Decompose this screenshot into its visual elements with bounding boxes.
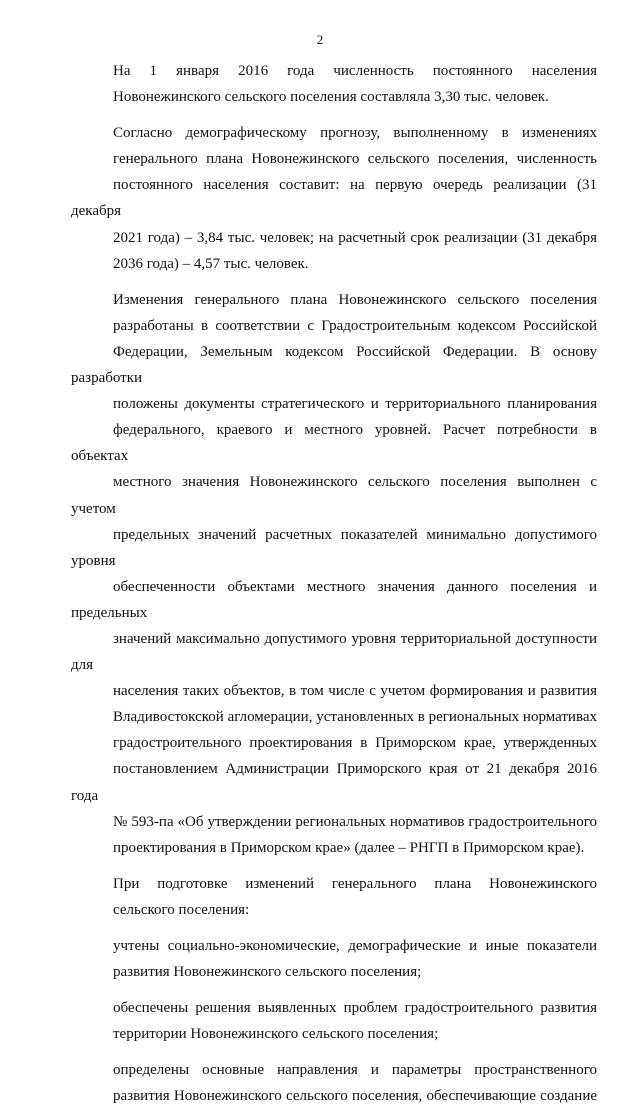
text-line: Изменения генерального плана Новонежинского сельского поселения [113, 291, 597, 308]
text-line: Новонежинского сельского поселения составляла 3,30 тыс. человек. [113, 89, 549, 106]
text-line: обеспеченности объектами местного значения данного поселения и предельных [71, 578, 597, 621]
text-line: градостроительного проектирования в Приморском крае, утвержденных [113, 735, 597, 752]
text-line: положены документы стратегического и территориального планирования [113, 396, 597, 413]
text-line: предельных значений расчетных показателей минимально допустимого уровня [71, 526, 597, 569]
text-line: федерального, краевого и местного уровней. Расчет потребности в объектах [71, 422, 597, 465]
text-line: развития Новонежинского сельского поселения, обеспечивающие создание [113, 1088, 597, 1105]
page-number: 2 [316, 32, 324, 47]
text-line: генерального плана Новонежинского сельского поселения, численность [113, 151, 597, 168]
text-line: учтены социально-экономические, демографические и иные показатели [113, 938, 597, 954]
text-line: 2036 года) – 4,57 тыс. человек. [113, 255, 309, 272]
text-line: населения таких объектов, в том числе с учетом формирования и развития [113, 683, 597, 700]
text-line: разработаны в соответствии с Градостроительным кодексом Российской [113, 317, 597, 334]
text-line: обеспечены решения выявленных проблем градостроительного развития [113, 1000, 597, 1017]
text-line: определены основные направления и параметры пространственного [113, 1062, 597, 1079]
paragraph-preparation [71, 871, 597, 923]
paragraph-item-directions [71, 1057, 597, 1109]
paragraph-population [71, 58, 597, 110]
text-line: 2021 года) – 3,84 тыс. человек; на расчетный срок реализации (31 декабря [113, 229, 597, 246]
text-line: постоянного населения составит: на первую очередь реализации (31 декабря [71, 177, 597, 220]
text-line: Федерации, Земельным кодексом Российской Федерации. В основу разработки [71, 343, 597, 387]
paragraph-item-indicators [71, 933, 597, 985]
text-line: сельского поселения: [113, 901, 250, 918]
text-line: постановлением Администрации Приморского края от 21 декабря 2016 года [71, 761, 597, 804]
paragraph-item-problems [71, 995, 597, 1047]
text-line: Владивостокской агломерации, установленных в региональных нормативах [113, 709, 597, 726]
text-line: значений максимально допустимого уровня территориальной доступности для [71, 630, 597, 674]
text-line: проектирования в Приморском крае» (далее – РНГП в Приморском крае). [113, 839, 585, 856]
text-line: При подготовке изменений генерального плана Новонежинского [113, 875, 597, 892]
text-line: местного значения Новонежинского сельского поселения выполнен с учетом [71, 474, 597, 517]
text-line: Согласно демографическому прогнозу, выполненному в изменениях [113, 125, 597, 142]
paragraph-forecast [71, 120, 597, 277]
text-line: территории Новонежинского сельского поселения; [113, 1026, 439, 1043]
text-line: № 593-па «Об утверждении региональных нормативов градостроительного [113, 813, 597, 830]
text-line: развития Новонежинского сельского поселения; [113, 964, 422, 981]
text-line: На 1 января 2016 года численность постоянного населения [113, 63, 597, 79]
paragraph-legal-basis [71, 287, 597, 861]
document-body [71, 58, 597, 1120]
